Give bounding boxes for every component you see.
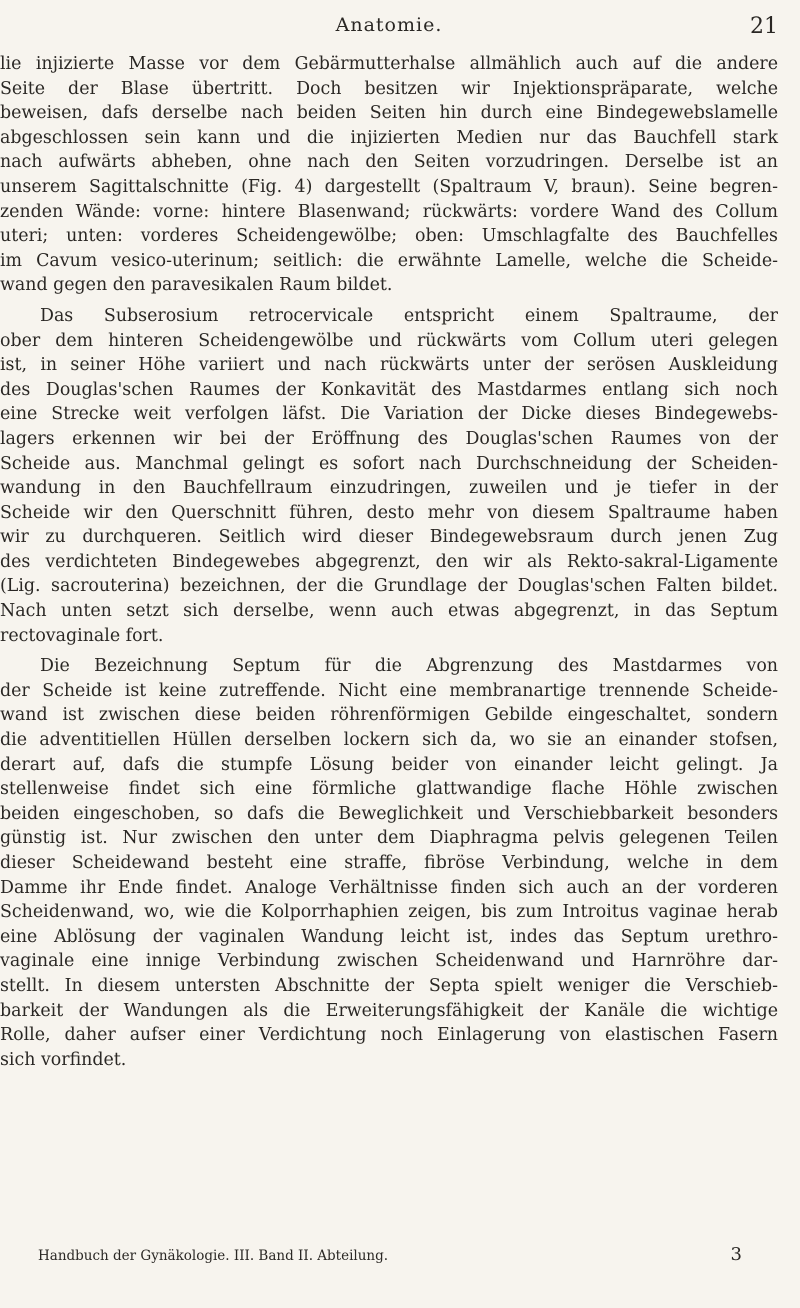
text-line: Nach unten setzt sich derselbe, wenn auch etwas abgegrenzt, in das Septum [0,601,778,622]
footer-source: Handbuch der Gynäkologie. III. Band II. Abteilung. [38,1248,389,1264]
text-line: (Lig. sacrouterina) bezeichnen, der die Grundlage der Douglas'schen Falten bildet. [0,576,778,597]
paragraph-2 [0,304,778,648]
text-line: uteri; unten: vorderes Scheidengewölbe; oben: Umschlagfalte des Bauchfelles [0,226,778,247]
text-line: eine Strecke weit verfolgen läfst. Die Variation der Dicke dieses Bindegewebs- [0,404,778,425]
page-footer [38,1244,742,1265]
paragraph-1 [0,52,778,298]
text-line: lie injizierte Masse vor dem Gebärmutterhalse allmählich auch auf die andere [0,54,778,74]
text-line: rectovaginale fort. [0,625,164,646]
text-line: wandung in den Bauchfellraum einzudringen, zuweilen und je tiefer in der [0,478,778,499]
text-line: Seite der Blase übertritt. Doch besitzen wir Injektionspräparate, welche [0,78,778,99]
text-line: Scheide wir den Querschnitt führen, desto mehr von diesem Spaltraume haben [0,502,778,523]
paragraph-3 [0,654,778,1072]
text-line: Die Bezeichnung Septum für die Abgrenzung des Mastdarmes von [40,656,778,677]
text-line: ist, in seiner Höhe variiert und nach rückwärts unter der serösen Auskleidung [0,355,778,376]
text-line: wand gegen den paravesikalen Raum bildet. [0,275,393,296]
text-line: dieser Scheidewand besteht eine straffe, fibröse Verbindung, welche in dem [0,853,778,873]
page-number: 21 [750,14,778,39]
body-text [0,52,778,1072]
text-line: des Douglas'schen Raumes der Konkavität des Mastdarmes entlang sich noch [0,379,778,400]
text-line: Rolle, daher aufser einer Verdichtung noch Einlagerung von elastischen Fasern [0,1025,778,1046]
text-line: abgeschlossen sein kann und die injizierten Medien nur das Bauchfell stark [0,127,778,148]
text-line: zenden Wände: vorne: hintere Blasenwand; rückwärts: vordere Wand des Collum [0,201,778,222]
text-line: der Scheide ist keine zutreffende. Nicht eine membranartige trennende Scheide- [0,680,778,701]
text-line: stellenweise findet sich eine förmliche glattwandige flache Höhle zwischen [0,779,778,800]
text-line: Damme ihr Ende findet. Analoge Verhältnisse finden sich auch an der vorderen [0,877,778,898]
running-title: Anatomie. [335,14,443,36]
text-line: barkeit der Wandungen als die Erweiterungsfähigkeit der Kanäle die wichtige [0,1000,778,1021]
text-line: Das Subserosium retrocervicale entspricht einem Spaltraume, der [40,305,778,326]
text-line: wand ist zwischen diese beiden röhrenförmigen Gebilde eingeschaltet, sondern [0,705,778,726]
text-line: im Cavum vesico-uterinum; seitlich: die erwähnte Lamelle, welche die Scheide- [0,250,778,271]
text-line: stellt. In diesem untersten Abschnitte der Septa spielt weniger die Verschieb- [0,975,778,996]
running-header [0,14,778,40]
text-line: wir zu durchqueren. Seitlich wird dieser Bindegewebsraum durch jenen Zug [0,527,778,548]
text-line: derart auf, dafs die stumpfe Lösung beider von einander leicht gelingt. Ja [0,754,778,775]
text-line: unserem Sagittalschnitte (Fig. 4) dargestellt (Spaltraum V, braun). Seine begren- [0,176,778,197]
text-line: eine Ablösung der vaginalen Wandung leicht ist, indes das Septum urethro- [0,926,778,947]
text-line: die adventitiellen Hüllen derselben lockern sich da, wo sie an einander stofsen, [0,730,778,751]
text-line: nach aufwärts abheben, ohne nach den Seiten vorzudringen. Derselbe ist an [0,152,778,173]
text-line: lagers erkennen wir bei der Eröffnung des Douglas'schen Raumes von der [0,428,778,449]
text-line: ober dem hinteren Scheidengewölbe und rückwärts vom Collum uteri gelegen [0,330,778,351]
text-line: günstig ist. Nur zwischen den unter dem Diaphragma pelvis gelegenen Teilen [0,828,778,849]
text-line: des verdichteten Bindegewebes abgegrenzt, den wir als Rekto-sakral-Ligamente [0,551,778,572]
text-line: beiden eingeschoben, so dafs die Beweglichkeit und Verschiebbarkeit besonders [0,803,778,824]
text-line: sich vorfindet. [0,1049,127,1070]
text-line: Scheide aus. Manchmal gelingt es sofort nach Durchschneidung der Scheiden- [0,453,778,474]
text-line: vaginale eine innige Verbindung zwischen Scheidenwand und Harnröhre dar- [0,951,778,972]
text-line: Scheidenwand, wo, wie die Kolporrhaphien zeigen, bis zum Introitus vaginae herab [0,902,778,923]
signature-mark: 3 [730,1244,742,1265]
text-line: beweisen, dafs derselbe nach beiden Seiten hin durch eine Bindegewebslamelle [0,103,778,124]
